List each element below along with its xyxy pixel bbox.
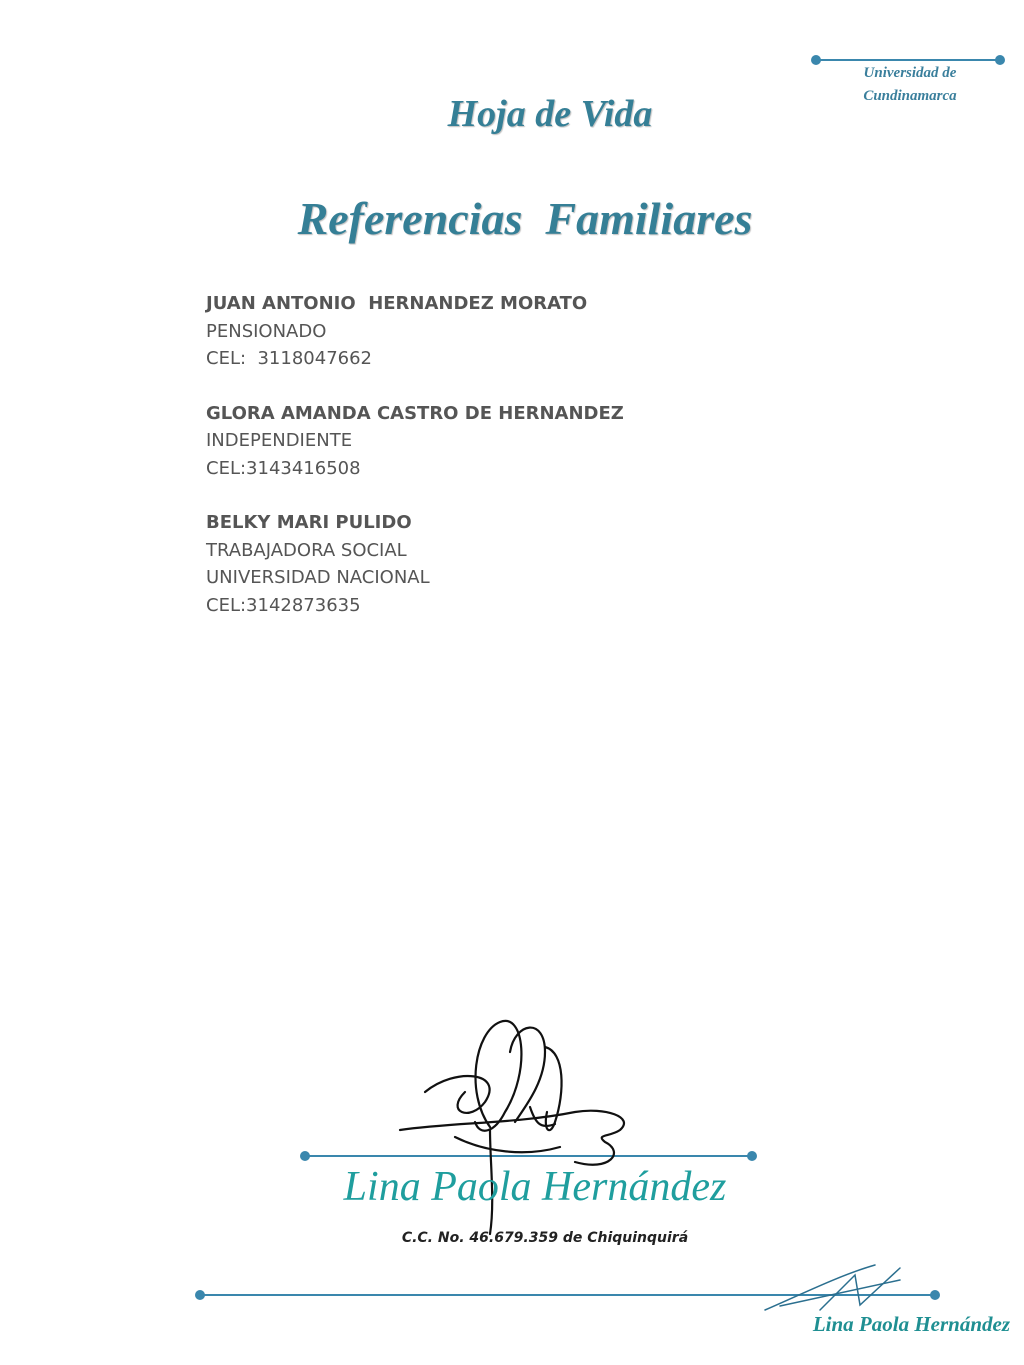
reference-name: BELKY MARI PULIDO <box>206 512 412 533</box>
reference-institution: UNIVERSIDAD NACIONAL <box>206 567 430 588</box>
reference-name: JUAN ANTONIO HERNANDEZ MORATO <box>206 293 588 314</box>
university-label <box>820 62 1000 108</box>
reference-item <box>206 400 806 483</box>
footer-name: Lina Paola Hernández <box>812 1312 1010 1336</box>
signature-id: C.C. No. 46.679.359 de Chiquinquirá <box>401 1230 689 1246</box>
university-line-2: Cundinamarca <box>863 88 957 104</box>
references-list <box>206 290 806 646</box>
signature-dot-right <box>747 1151 757 1161</box>
page-title: Hoja de Vida <box>447 93 653 135</box>
reference-phone: CEL:3143416508 <box>206 457 361 479</box>
university-divider <box>815 59 1001 61</box>
section-title: Referencias Familiares <box>297 193 753 244</box>
signature-dot-left <box>300 1151 310 1161</box>
reference-phone: CEL: 3118047662 <box>206 348 372 369</box>
reference-occupation: TRABAJADORA SOCIAL <box>206 539 407 561</box>
reference-name: GLORA AMANDA CASTRO DE HERNANDEZ <box>206 402 624 424</box>
reference-item <box>206 509 806 619</box>
footer-dot-left <box>195 1290 205 1300</box>
signature-name: Lina Paola Hernández <box>343 1164 727 1210</box>
footer-dot-right <box>930 1290 940 1300</box>
footer-flourish <box>760 1260 910 1315</box>
reference-phone: CEL:3142873635 <box>206 594 361 616</box>
reference-item <box>206 290 806 373</box>
university-line-1: Universidad de <box>863 65 957 81</box>
reference-occupation: PENSIONADO <box>206 320 327 342</box>
reference-occupation: INDEPENDIENTE <box>206 430 353 451</box>
